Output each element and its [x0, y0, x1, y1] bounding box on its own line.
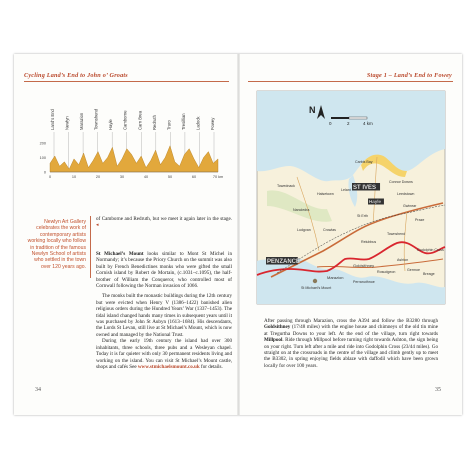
map-place-label: Breage [423, 272, 435, 276]
profile-x-tick: 40 [143, 175, 149, 179]
profile-place-label: Hayle [108, 119, 114, 130]
map-place-label: Relubbus [361, 240, 377, 244]
paragraph-mount [96, 251, 232, 289]
profile-place-label: Camborne [122, 110, 128, 130]
map-place-label: Lelant [341, 188, 351, 192]
right-body-part3: . Ride through Millpool before turning right towards Ashton, the sign being on your right. Turn left after a mile and ride into Godolphin Cross (23/44 miles). Go straight on at the crossroads in the centre of the village and climb gently up to meet the B3302, in spring enjoying fields ablaze with daffodil which have been grown locally for over 100 years. [264, 337, 438, 369]
place-goldsithney: Goldsithney [264, 324, 291, 331]
paragraph-19th-century-text: During the early 19th century the island had over 300 inhabitants, three schools, three pubs and a Wesleyan chapel. Today it is far quieter with only 30 permanent residents living and working on the island. You can visit St Michael’s Mount castle, shops and cafés See [96, 338, 232, 370]
book-gutter [237, 54, 240, 415]
profile-place-label: Townshend [93, 108, 99, 130]
right-body-part2: (17/48 miles) with the engine house and chimneys of the old tin mine at Tregurtha Downs to your left. At the end of the village, turn right towards [264, 324, 438, 337]
profile-y-tick: 100 [39, 156, 46, 160]
map-place-label: St Michael’s Mount [301, 286, 332, 290]
map-place-label: Townshend [387, 232, 406, 236]
map-place-label: Nancledra [293, 208, 310, 212]
profile-place-label: Fowey [210, 117, 215, 130]
map-place-label: Germoe [407, 268, 420, 272]
map-place-label: Marazion [327, 275, 344, 280]
profile-x-tick: 10 [71, 175, 77, 179]
right-body-part1: After passing through Marazion, cross the A394 and follow the B3280 through [264, 318, 438, 324]
heading-st-michaels-mount: St Michael’s Mount [96, 251, 144, 257]
continue-arrow-icon: ◂ [96, 222, 99, 229]
map-place-label: Connor Downs [389, 180, 413, 184]
sidebar-rule [90, 216, 91, 278]
map-place-label: Halsetown [317, 192, 334, 196]
scale-2: 2 [347, 121, 350, 126]
profile-x-tick: 20 [95, 175, 101, 179]
sidebar-note: Newlyn Art Gallery celebrates the work of contemporary artists working locally who follow in tradition of the famous Newlyn School of artists who settled in the town over 120 years ago. [27, 219, 86, 270]
profile-x-tick: 60 [191, 175, 197, 179]
scale-bar-white [349, 117, 367, 119]
profile-place-label: Carn Brea [137, 110, 143, 130]
left-page-number: 34 [35, 387, 41, 393]
paragraph-mount-text: looks similar to Mont St Michel in Normandy; it’s because the Priory Church on the summit was also built by French Benedictines monks who were gifted the small Cornish island by Robert de Mortain, (c.1031–c.1095), the half-brother of William the Conqueror, who controlled most of Cornwall following the Norman invasion of 1066. [96, 251, 232, 290]
profile-y-tick: 0 [43, 170, 46, 175]
main-text [96, 251, 232, 370]
profile-x-tick: 30 [119, 175, 125, 179]
profile-place-label: Marazion [79, 112, 85, 130]
right-running-head: Stage 1 – Land’s End to Fowey [366, 72, 452, 79]
map-place-label: Praze [415, 218, 425, 222]
map-place-label: Leedstown [397, 192, 415, 196]
map-place-label: Goldsithney [353, 263, 375, 268]
place-millpool: Millpool [264, 337, 283, 344]
map-place-label: Crowlas [323, 228, 336, 232]
map-place-label: PENZANCE [267, 259, 301, 265]
map-place-label: Carbis Bay [355, 160, 373, 164]
map-place-label: Rosudgeon [377, 270, 396, 274]
paragraph-19th-century [96, 338, 232, 370]
map-place-label: Gwinear [403, 204, 417, 208]
profile-place-label: Truro [166, 120, 172, 130]
profile-area [50, 146, 218, 172]
profile-x-tick: 50 [167, 175, 173, 179]
profile-place-labels [50, 108, 215, 130]
right-page-number: 35 [435, 387, 441, 393]
profile-place-label: Ladock [195, 116, 201, 130]
intro-text: of Camborne and Redruth, but we meet it again later in the stage. [96, 216, 232, 222]
route-map [257, 91, 445, 304]
north-label: N [309, 105, 316, 115]
scale-4km: 4 km [363, 121, 373, 126]
right-header-rule [248, 81, 453, 82]
profile-place-label: Redruth [151, 115, 157, 130]
map-place-label: ST IVES [353, 185, 377, 191]
map-place-label: Towednack [277, 184, 295, 188]
intro-paragraph [96, 216, 232, 229]
profile-x-tick: 70 km [212, 175, 224, 179]
profile-y-tick: 200 [39, 141, 46, 146]
map-st-michaels-mount [313, 279, 317, 283]
elevation-profile [32, 90, 222, 180]
profile-place-label: Tresillian [180, 113, 186, 130]
profile-place-label: Newlyn [64, 116, 70, 130]
paragraph-monks: The monks built the monastic buildings during the 12th century but were evicted when Henry V (1386–1422) banished alien religious orders during the Hundred Years’ War (1337–1453). The tidal island changed hands many times in subsequent years until it was purchased by John St Aubyn (1613–1684). His descendants, the Lords St Levan, still live at St Michael’s Mount, which is now owned and managed by the National Trust. [96, 293, 232, 338]
left-header-rule [24, 81, 229, 82]
profile-y-ticks [40, 141, 46, 174]
paragraph-19th-century-end: for details. [199, 363, 223, 370]
scale-bar-black [331, 117, 349, 119]
map-place-label: St Erth [357, 214, 368, 218]
map-place-label: Hayle [369, 199, 382, 204]
map-place-label: Ashton [397, 258, 409, 262]
right-body-text [264, 318, 438, 369]
scale-0: 0 [329, 121, 332, 126]
map-place-label: Perranuthnoe [353, 280, 375, 284]
left-running-head: Cycling Land’s End to John o’ Groats [24, 72, 128, 79]
website-link[interactable]: www.stmichaelsmount.co.uk [137, 363, 200, 370]
profile-place-label: Land’s End [50, 109, 55, 130]
book-spread [14, 54, 462, 415]
map-place-label: Godolphin Cross [417, 248, 444, 252]
profile-x-ticks [49, 175, 223, 179]
profile-x-tick: 0 [48, 175, 52, 179]
map-place-label: Ludgvan [297, 228, 311, 232]
